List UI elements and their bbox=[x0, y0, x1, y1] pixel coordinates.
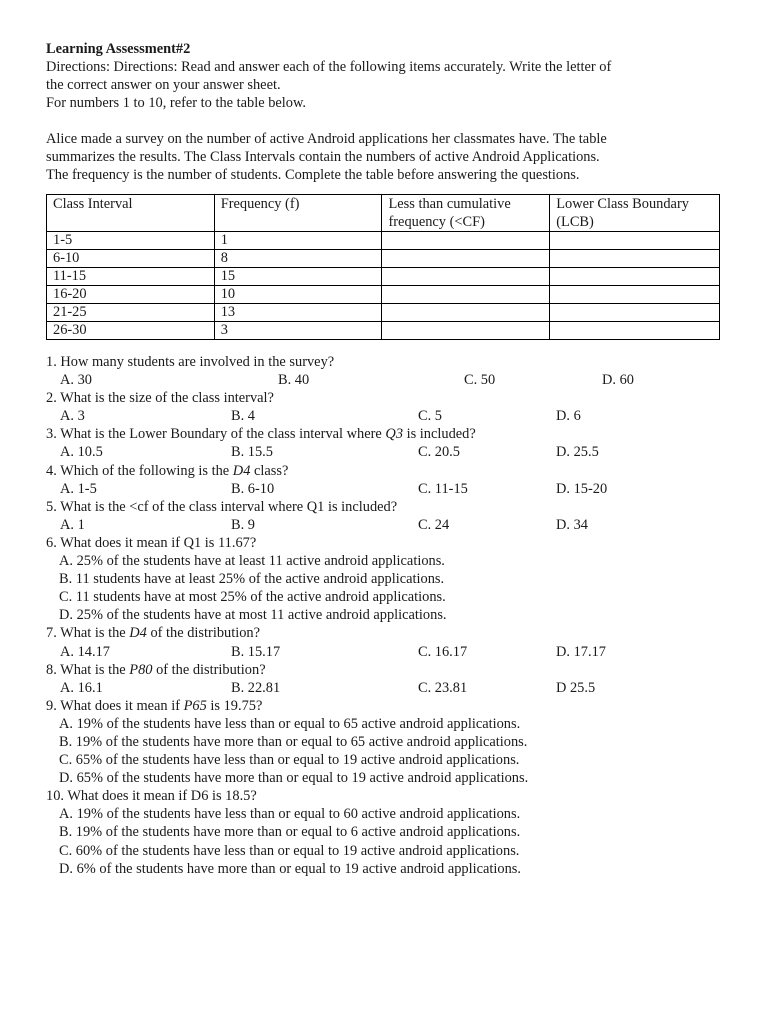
answer-options bbox=[46, 443, 726, 461]
question-text: 1. How many students are involved in the survey? bbox=[46, 354, 335, 370]
table-row bbox=[47, 250, 720, 268]
answer-option[interactable]: D. 34 bbox=[556, 516, 588, 533]
question-1 bbox=[46, 353, 726, 371]
intro-line-1: Alice made a survey on the number of active Android applications her classmates have. The table bbox=[46, 131, 607, 147]
table-cell-interval: 16-20 bbox=[47, 286, 215, 304]
frequency-table bbox=[46, 194, 720, 340]
table-cell-frequency: 1 bbox=[214, 232, 382, 250]
answer-option[interactable]: C. 20.5 bbox=[418, 444, 460, 461]
table-header-cell: Less than cumulative frequency (<CF) bbox=[382, 195, 550, 232]
table-cell-lcf[interactable] bbox=[382, 304, 550, 322]
directions-line-2: the correct answer on your answer sheet. bbox=[46, 77, 281, 93]
table-cell-lcb[interactable] bbox=[550, 232, 720, 250]
question-text: 6. What does it mean if Q1 is 11.67? bbox=[46, 534, 257, 551]
table-cell-interval: 21-25 bbox=[47, 304, 215, 322]
question-text: 4. Which of the following is the bbox=[46, 462, 233, 479]
answer-options bbox=[46, 371, 726, 389]
intro-line-3: The frequency is the number of students. Complete the table before answering the questions. bbox=[46, 167, 580, 183]
answer-option[interactable]: A. 10.5 bbox=[60, 444, 103, 461]
answer-option[interactable]: B. 6-10 bbox=[231, 480, 275, 497]
answer-option[interactable]: A. 3 bbox=[60, 408, 85, 425]
answer-option[interactable]: B. 15.17 bbox=[231, 643, 281, 660]
answer-option[interactable]: A. 25% of the students have at least 11 active android applications. bbox=[59, 553, 445, 570]
answer-option[interactable]: D. 25.5 bbox=[556, 444, 599, 461]
answer-option[interactable]: C. 50 bbox=[464, 372, 496, 389]
answer-option[interactable]: B. 4 bbox=[231, 408, 255, 425]
answer-option[interactable]: B. 11 students have at least 25% of the active android applications. bbox=[59, 571, 445, 588]
table-header-cell: Lower Class Boundary (LCB) bbox=[550, 195, 720, 232]
answer-option[interactable]: D. 60 bbox=[602, 372, 634, 389]
table-cell-lcf[interactable] bbox=[382, 322, 550, 340]
question-5 bbox=[46, 498, 726, 516]
answer-option[interactable]: C. 16.17 bbox=[418, 643, 468, 660]
answer-options bbox=[46, 407, 726, 425]
assessment-page bbox=[46, 40, 726, 878]
answer-option[interactable]: C. 5 bbox=[418, 408, 442, 425]
table-cell-lcf[interactable] bbox=[382, 232, 550, 250]
answer-option[interactable]: D. 25% of the students have at most 11 active android applications. bbox=[59, 607, 447, 624]
question-8 bbox=[46, 661, 726, 679]
math-symbol: D4 bbox=[129, 625, 147, 642]
question-text-end: is included? bbox=[403, 426, 476, 443]
answer-option[interactable]: D. 17.17 bbox=[556, 643, 606, 660]
table-cell-lcb[interactable] bbox=[550, 322, 720, 340]
questions-section bbox=[46, 353, 726, 878]
table-cell-lcf[interactable] bbox=[382, 286, 550, 304]
math-symbol: D4 bbox=[232, 462, 251, 479]
answer-option[interactable]: B. 19% of the students have more than or equal to 65 active android applications. bbox=[59, 733, 528, 750]
math-symbol: P80 bbox=[129, 661, 153, 678]
answer-option[interactable]: C. 11 students have at most 25% of the active android applications. bbox=[59, 589, 446, 606]
table-cell-lcb[interactable] bbox=[550, 304, 720, 322]
table-row bbox=[47, 232, 720, 250]
question-text: 9. What does it mean if bbox=[46, 697, 184, 714]
math-symbol: Q3 bbox=[385, 426, 404, 443]
answer-options bbox=[46, 643, 726, 661]
question-text: 3. What is the Lower Boundary of the class interval where bbox=[46, 426, 386, 443]
table-header-cell: Class Interval bbox=[47, 195, 215, 232]
spacer bbox=[46, 112, 726, 130]
answer-option[interactable]: A. 1 bbox=[60, 516, 85, 533]
question-text: 8. What is the bbox=[46, 661, 130, 678]
answer-option[interactable]: D. 15-20 bbox=[556, 480, 608, 497]
math-symbol: P65 bbox=[183, 697, 207, 714]
table-row bbox=[47, 286, 720, 304]
question-9 bbox=[46, 697, 726, 715]
answer-options bbox=[46, 480, 726, 498]
table-cell-frequency: 8 bbox=[214, 250, 382, 268]
answer-option[interactable]: B. 40 bbox=[278, 372, 310, 389]
intro-line-2: summarizes the results. The Class Intervals contain the numbers of active Android Applications. bbox=[46, 149, 600, 165]
table-header-row bbox=[47, 195, 720, 232]
table-cell-frequency: 3 bbox=[214, 322, 382, 340]
answer-option[interactable]: A. 19% of the students have less than or equal to 60 active android applications. bbox=[59, 806, 521, 823]
table-row bbox=[47, 322, 720, 340]
question-text-end: is 19.75? bbox=[206, 697, 263, 714]
question-text: 5. What is the <cf of the class interval where Q1 is included? bbox=[46, 498, 398, 515]
question-7 bbox=[46, 624, 726, 642]
table-cell-lcf[interactable] bbox=[382, 250, 550, 268]
table-cell-lcb[interactable] bbox=[550, 250, 720, 268]
table-row bbox=[47, 304, 720, 322]
directions-line-3: For numbers 1 to 10, refer to the table below. bbox=[46, 95, 307, 111]
answer-option[interactable]: A. 19% of the students have less than or equal to 65 active android applications. bbox=[59, 715, 521, 732]
answer-option[interactable]: A. 30 bbox=[60, 372, 92, 389]
question-6 bbox=[46, 534, 726, 552]
table-header-cell: Frequency (f) bbox=[214, 195, 382, 232]
table-cell-lcf[interactable] bbox=[382, 268, 550, 286]
table-cell-interval: 11-15 bbox=[47, 268, 215, 286]
answer-option[interactable]: A. 14.17 bbox=[60, 643, 110, 660]
directions-line-1: Directions: Directions: Read and answer each of the following items accurately. Write the letter of bbox=[46, 59, 612, 75]
table-cell-lcb[interactable] bbox=[550, 268, 720, 286]
table-cell-interval: 6-10 bbox=[47, 250, 215, 268]
answer-options bbox=[46, 516, 726, 534]
question-2 bbox=[46, 389, 726, 407]
question-text-end: of the distribution? bbox=[146, 625, 260, 642]
answer-option[interactable]: D 25.5 bbox=[556, 679, 596, 696]
answer-option[interactable]: C. 23.81 bbox=[418, 679, 468, 696]
answer-option[interactable]: D. 65% of the students have more than or equal to 19 active android applications. bbox=[59, 770, 529, 787]
table-cell-frequency: 13 bbox=[214, 304, 382, 322]
question-text: 10. What does it mean if D6 is 18.5? bbox=[46, 788, 257, 805]
answer-option[interactable]: A. 1-5 bbox=[60, 480, 97, 497]
question-text: 7. What is the bbox=[46, 625, 130, 642]
answer-options bbox=[46, 679, 726, 697]
question-text-end: class? bbox=[250, 462, 289, 479]
answer-option[interactable]: B. 9 bbox=[231, 516, 255, 533]
table-cell-lcb[interactable] bbox=[550, 286, 720, 304]
table-cell-frequency: 10 bbox=[214, 286, 382, 304]
answer-option[interactable]: C. 65% of the students have less than or equal to 19 active android applications. bbox=[59, 752, 520, 769]
answer-option[interactable]: C. 60% of the students have less than or equal to 19 active android applications. bbox=[59, 842, 520, 859]
table-row bbox=[47, 268, 720, 286]
answer-option[interactable]: C. 11-15 bbox=[418, 480, 468, 497]
table-cell-frequency: 15 bbox=[214, 268, 382, 286]
question-text: 2. What is the size of the class interval? bbox=[46, 390, 274, 407]
answer-option[interactable]: B. 15.5 bbox=[231, 444, 273, 461]
answer-option[interactable]: D. 6% of the students have more than or equal to 19 active android applications. bbox=[59, 860, 521, 877]
answer-option[interactable]: D. 6 bbox=[556, 408, 581, 425]
answer-option[interactable]: A. 16.1 bbox=[60, 679, 103, 696]
question-3 bbox=[46, 425, 726, 443]
question-4 bbox=[46, 462, 726, 480]
table-cell-interval: 26-30 bbox=[47, 322, 215, 340]
answer-option[interactable]: C. 24 bbox=[418, 516, 450, 533]
answer-option[interactable]: B. 22.81 bbox=[231, 679, 281, 696]
answer-option[interactable]: B. 19% of the students have more than or equal to 6 active android applications. bbox=[59, 824, 521, 841]
question-10 bbox=[46, 787, 726, 805]
question-text-end: of the distribution? bbox=[152, 661, 266, 678]
table-cell-interval: 1-5 bbox=[47, 232, 215, 250]
page-title: Learning Assessment#2 bbox=[46, 41, 191, 57]
